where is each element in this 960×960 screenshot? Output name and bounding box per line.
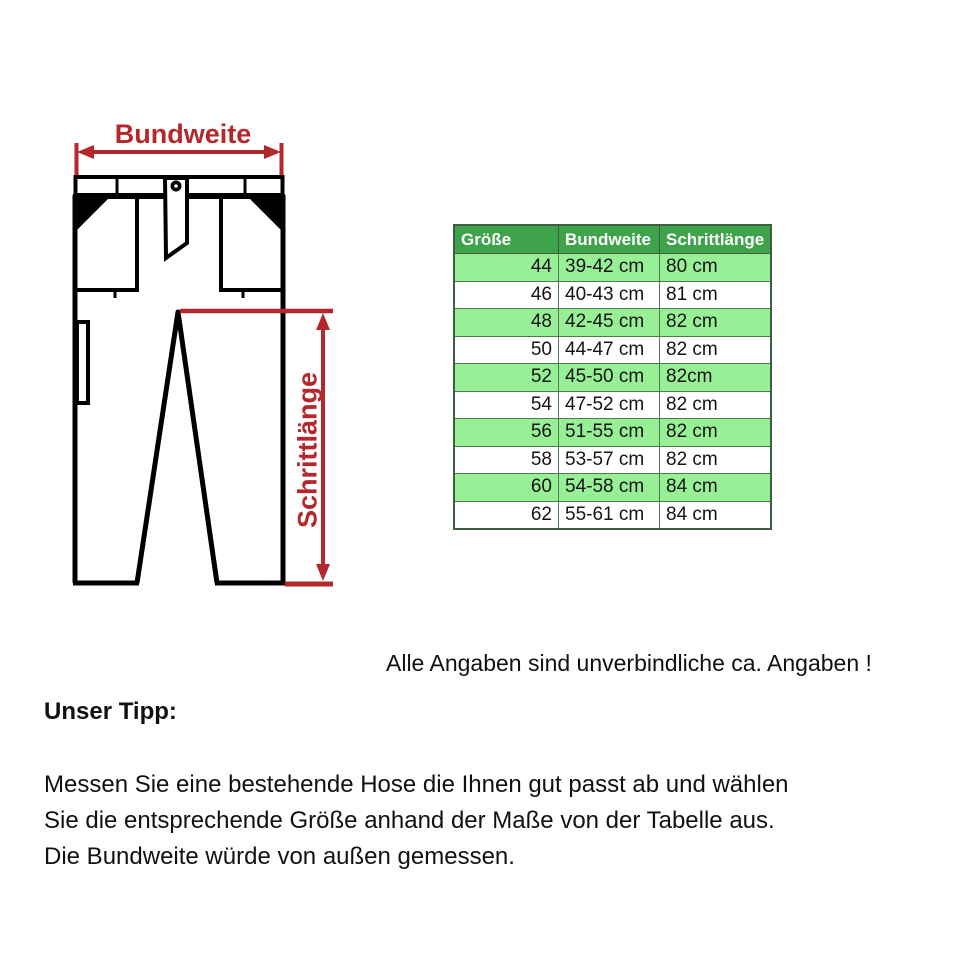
size-table-row [454,391,771,419]
size-cell: 40-43 cm [559,281,660,309]
size-cell: 82 cm [660,391,772,419]
size-cell: 82cm [660,364,772,392]
disclaimer-text: Alle Angaben sind unverbindliche ca. Angaben ! [386,650,872,676]
size-table-row [454,336,771,364]
size-cell: 51-55 cm [559,419,660,447]
tip-line: Sie die entsprechende Größe anhand der Maße von der Tabelle aus. [44,807,775,834]
size-table-header-row [454,225,771,254]
bundweite-label: Bundweite [114,119,252,149]
tip-heading: Unser Tipp: [44,698,177,725]
size-table-column-header: Bundweite [559,225,660,254]
size-cell: 53-57 cm [559,446,660,474]
size-cell: 45-50 cm [559,364,660,392]
size-table-row [454,419,771,447]
size-cell: 82 cm [660,336,772,364]
size-cell: 82 cm [660,419,772,447]
size-table-column-header: Schrittlänge [660,225,772,254]
size-cell: 48 [454,309,559,337]
size-cell: 50 [454,336,559,364]
tip-line: Die Bundweite würde von außen gemessen. [44,843,515,870]
size-cell: 81 cm [660,281,772,309]
tip-line: Messen Sie eine bestehende Hose die Ihnen gut passt ab und wählen [44,771,789,798]
size-cell: 54 [454,391,559,419]
size-cell: 58 [454,446,559,474]
tip-paragraph [44,767,789,875]
size-cell: 47-52 cm [559,391,660,419]
size-table-row [454,446,771,474]
size-cell: 60 [454,474,559,502]
size-cell: 62 [454,501,559,529]
right-pocket-corner [249,198,281,230]
size-cell: 82 cm [660,309,772,337]
schrittlaenge-label: Schrittlänge [292,371,323,529]
size-table-row [454,364,771,392]
size-cell: 82 cm [660,446,772,474]
size-cell: 42-45 cm [559,309,660,337]
pants-outline-drawing [40,115,380,615]
size-cell: 54-58 cm [559,474,660,502]
size-table-body [454,254,771,530]
size-table-row [454,474,771,502]
size-cell: 80 cm [660,254,772,282]
size-table-row [454,254,771,282]
size-cell: 55-61 cm [559,501,660,529]
size-table-row [454,281,771,309]
pants-measurement-diagram [40,115,380,615]
pants-body [73,195,285,583]
size-cell: 56 [454,419,559,447]
size-cell: 39-42 cm [559,254,660,282]
side-pocket [77,322,88,403]
size-table-row [454,309,771,337]
size-cell: 84 cm [660,501,772,529]
size-table-row [454,501,771,529]
size-cell: 44-47 cm [559,336,660,364]
size-cell: 46 [454,281,559,309]
size-table-column-header: Größe [454,225,559,254]
size-cell: 84 cm [660,474,772,502]
left-pocket-corner [77,198,109,230]
size-cell: 52 [454,364,559,392]
size-table [453,224,772,530]
size-cell: 44 [454,254,559,282]
